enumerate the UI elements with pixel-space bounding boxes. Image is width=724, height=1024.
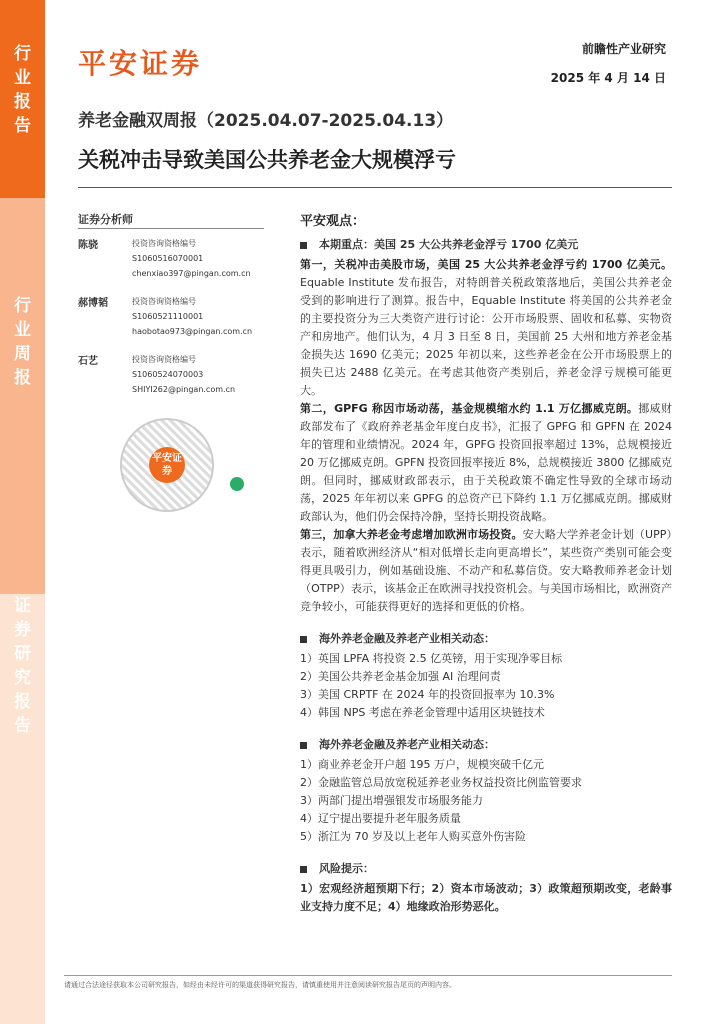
list-item: 5）浙江为 70 岁及以上老年人购买意外伤害险	[300, 830, 526, 843]
bullet-square-icon	[300, 742, 307, 749]
analyst-email[interactable]: chenxiao397@pingan.com.cn	[132, 269, 251, 278]
risk-heading: 风险提示：	[300, 860, 672, 878]
list-item: 4）辽宁提出要提升老年服务质量	[300, 812, 461, 825]
sidebar-bottom-label: 证券研究报告	[14, 596, 31, 736]
analyst-email[interactable]: haobotao973@pingan.com.cn	[132, 327, 253, 336]
bullet-square-icon	[300, 242, 307, 249]
list-item: 3）两部门提出增强银发市场服务能力	[300, 794, 483, 807]
qr-logo: 平安证券	[149, 447, 185, 483]
sidebar	[0, 0, 45, 1024]
analyst-email[interactable]: SHIYI262@pingan.com.cn	[132, 385, 236, 394]
bullet-square-icon	[300, 636, 307, 643]
analyst-cert-number: S1060516070001	[132, 254, 204, 263]
sidebar-bottom-block	[0, 594, 45, 1024]
qr-code	[120, 418, 214, 512]
header-meta	[551, 40, 666, 98]
point-three-lead: 第三，加拿大养老金考虑增加欧洲市场投资。	[300, 528, 523, 541]
sidebar-mid-block	[0, 198, 45, 594]
point-three-body: 安大略大学养老金计划（UPP）表示，随着欧洲经济从“相对低增长走向更高增长”，某些资产类别可能会变得更具吸引力，例如基础设施、不动产和私募信贷。安大略教师养老金计划（OTPP）表示，该基金正在欧洲寻找投资机会。与美国市场相比，欧洲资产竞争较小，可能获得更好的选择和更低的价格。	[300, 528, 672, 613]
domestic-heading: 海外养老金融及养老产业相关动态：	[300, 736, 672, 754]
report-type: 前瞻性产业研究	[581, 42, 666, 56]
analyst-cert-label: 投资咨询资格编号	[132, 297, 196, 306]
viewpoint-heading: 平安观点：	[300, 214, 366, 229]
brand-logo: 平安证券	[78, 47, 203, 80]
overseas-heading: 海外养老金融及养老产业相关动态：	[300, 630, 672, 648]
overseas-list	[300, 650, 672, 722]
point-two	[300, 400, 672, 526]
analyst-name: 陈骁	[78, 240, 98, 251]
analyst-cert-label: 投资咨询资格编号	[132, 239, 196, 248]
sidebar-top-block	[0, 0, 45, 198]
point-one-lead: 第一，关税冲击美股市场，美国 25 大公共养老金浮亏约 1700 亿美元。	[300, 258, 672, 271]
report-date: 2025 年 4 月 14 日	[550, 71, 666, 85]
point-two-body: 挪威财政部发布了《政府养老基金年度白皮书》，汇报了 GPFG 和 GPFN 在 2024 年的管理和业绩情况。2024 年，GPFG 投资回报率超过 13%，总规模接近 20 万亿挪威克朗。GPFN 投资回报率接近 8%，总规模接近 3800 亿挪威克朗。但同时，挪威财政部表示，由于关税政策不确定性导致的全球市场动荡，2025 年年初以来 GPFG 的总资产已下降约 1.1 万亿挪威克朗。挪威财政部认为，他们仍会保持冷静，坚持长期投资战略。	[300, 402, 672, 523]
list-item: 1）英国 LPFA 将投资 2.5 亿英镑，用于实现净零目标	[300, 652, 563, 665]
analyst-cert-number: S1060524070003	[132, 370, 204, 379]
analyst-name: 石艺	[78, 356, 98, 367]
analyst-cert-label: 投资咨询资格编号	[132, 355, 196, 364]
list-item: 4）韩国 NPS 考虑在养老金管理中适用区块链技术	[300, 706, 545, 719]
risk-text: 1）宏观经济超预期下行；2）资本市场波动；3）政策超预期改变，老龄事业支持力度不足；4）地缘政治形势恶化。	[300, 882, 672, 913]
analyst-name: 郝博韬	[78, 298, 108, 309]
analyst-divider	[78, 228, 264, 229]
analyst-heading: 证券分析师	[78, 213, 133, 226]
footer-disclaimer: 请通过合法途径获取本公司研究报告，如经由未经许可的渠道获得研究报告，请慎重使用并注意阅读研究报告尾页的声明内容。	[64, 981, 456, 989]
title-divider	[78, 187, 672, 188]
list-item: 3）美国 CRPTF 在 2024 年的投资回报率为 10.3%	[300, 688, 555, 701]
report-title: 关税冲击导致美国公共养老金大规模浮亏	[78, 148, 456, 172]
domestic-list	[300, 756, 672, 846]
sidebar-mid-label: 行业周报	[14, 296, 31, 388]
wechat-icon	[230, 477, 244, 491]
point-one-body: Equable Institute 发布报告，对特朗普关税政策落地后，美国公共养老金受到的影响进行了测算。报告中，Equable Institute 将美国的公共养老金的主要投资分为三大类资产进行讨论：公开市场股票、固收和私募、实物资产和房地产。他们认为，4 月 3 日至 8 日，美国前 25 大州和地方养老金基金损失达 1690 亿美元；2025 年初以来，这些养老金在公开市场股票上的损失已达 2488 亿美元。在考虑其他资产类别后，养老金浮亏规模可能更大。	[300, 276, 672, 397]
point-two-lead: 第二，GPFG 称因市场动荡，基金规模缩水约 1.1 万亿挪威克朗。	[300, 402, 639, 415]
point-one	[300, 256, 672, 400]
list-item: 2）金融监管总局放宽税延养老业务权益投资比例监管要求	[300, 776, 582, 789]
report-subtitle: 养老金融双周报（2025.04.07-2025.04.13）	[78, 111, 454, 131]
list-item: 2）美国公共养老金基金加强 AI 治理问责	[300, 670, 501, 683]
focus-bullet: 本期重点：美国 25 大公共养老金浮亏 1700 亿美元	[300, 236, 672, 254]
analyst-cert-number: S1060521110001	[132, 312, 204, 321]
sidebar-top-label: 行业报告	[14, 44, 31, 136]
point-three	[300, 526, 672, 616]
list-item: 1）商业养老金开户超 195 万户，规模突破千亿元	[300, 758, 544, 771]
bullet-square-icon	[300, 866, 307, 873]
footer-divider	[64, 975, 672, 976]
viewpoint-content	[300, 236, 672, 916]
